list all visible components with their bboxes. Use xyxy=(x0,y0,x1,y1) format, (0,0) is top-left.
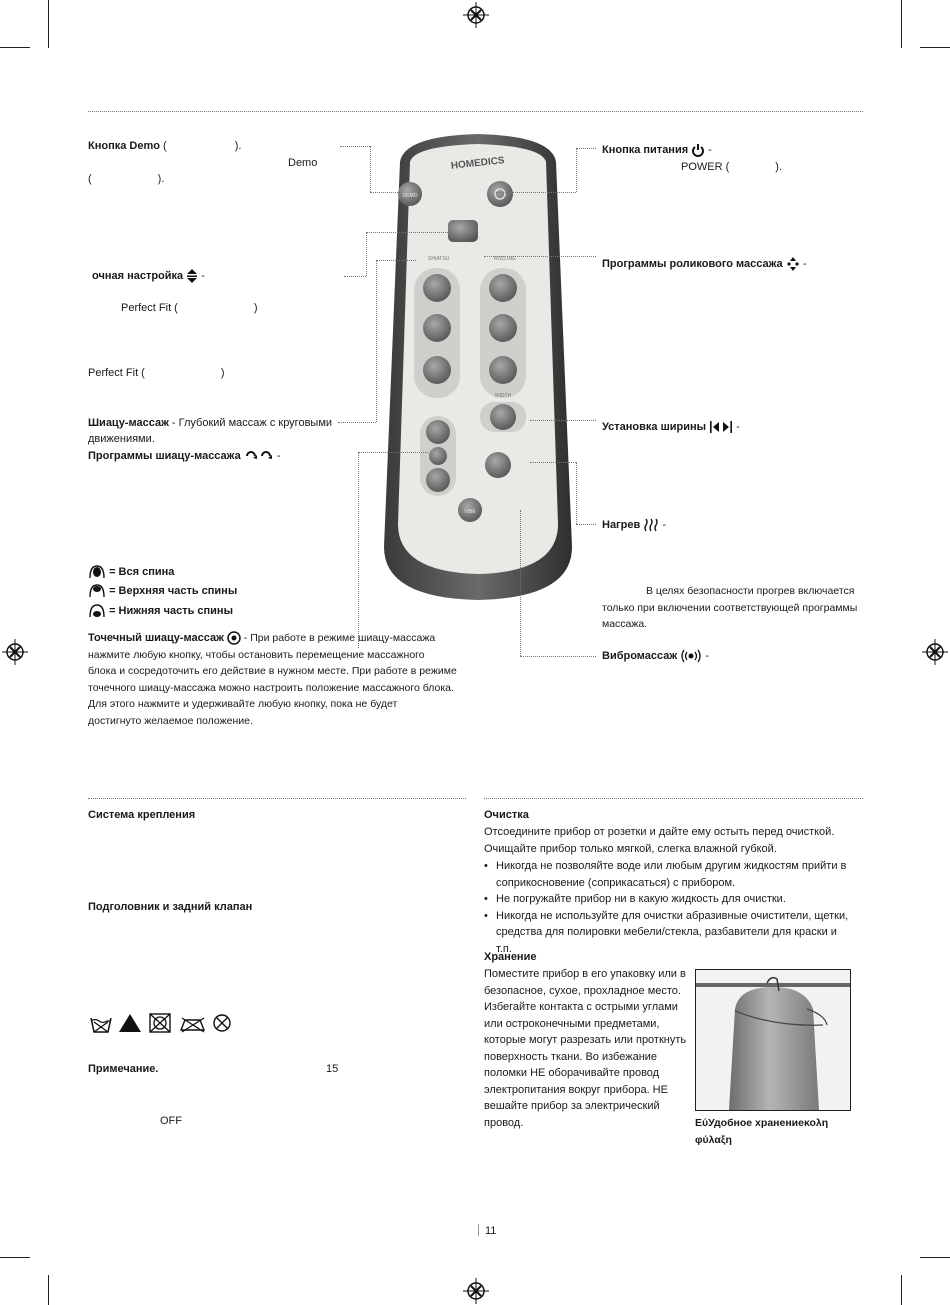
spot-title: Точечный шиацу-массаж xyxy=(88,632,224,644)
width-title: Установка ширины xyxy=(602,421,707,433)
remote-heat-button xyxy=(485,452,511,478)
fine-tune-section: очная настройка - xyxy=(92,268,205,285)
remote-shiatsu-full-button xyxy=(423,274,451,302)
shiatsu-programs-title: Программы шиацу-массажа xyxy=(88,450,241,462)
bottom-right-divider xyxy=(484,798,863,799)
heat-note: В целях безопасности прогрев включается только при включении соответствующей программы массажа. xyxy=(602,585,858,630)
spot-shiatsu-section: Точечный шиацу-массаж - При работе в режиме шиацу-массажа нажмите любую кнопку, чтобы остановить перемещение массажного блока и сосредоточить его действие в нужном месте. При работе в режиме точечного шиацу-массажа можно настроить положение массажного блока. Для этого нажмите и удерживайте любую кнопку, пока не будет достигнуто желаемое положение. xyxy=(88,632,457,727)
crop-mark xyxy=(901,1275,902,1305)
svg-text:SHIATSU: SHIATSU xyxy=(428,256,450,262)
footer-rule xyxy=(478,1224,479,1236)
vibro-section: Вибромассаж - xyxy=(602,650,709,662)
crop-mark xyxy=(0,1257,30,1258)
registration-mark-icon xyxy=(922,639,948,665)
crop-mark xyxy=(48,0,49,48)
width-arrows-icon xyxy=(709,420,733,434)
leader-line xyxy=(370,192,400,193)
cleaning-bullet: • Никогда не используйте для очистки абразивные очистители, щетки, средства для полировки мебели/стекла, разбавители для краски и т.п. xyxy=(484,908,852,958)
fine-tune-text: Perfect Fit ( ) xyxy=(121,302,258,314)
storage-caption: ΕύУдобное хранениеκολη φύλαξη xyxy=(695,1117,829,1146)
demo-title: Кнопка Demo xyxy=(88,140,160,152)
cleaning-text: Отсоедините прибор от розетки и дайте ему остыть перед очисткой. Очищайте прибор только мягкой, слегка влажной губкой. • Никогда не позволяйте воде или любым другим жидкостям прийти в соприкосновение (соприкасаться) с прибором. • Не погружайте прибор ни в какую жидкость для очистки. • Никогда не используйте для очистки абразивные очистители, щетки, средства для полировки мебели/стекла, разбавители для краски и т.п. xyxy=(484,824,864,957)
crop-mark xyxy=(48,1275,49,1305)
svg-text:VIBE: VIBE xyxy=(464,509,476,515)
leader-line xyxy=(338,422,376,423)
remote-rolling-upper-button xyxy=(489,314,517,342)
svg-text:ROLLING: ROLLING xyxy=(494,256,516,262)
rolling-section: Программы роликового массажа - xyxy=(602,256,806,273)
upper-back-icon xyxy=(88,583,106,599)
rolling-arrows-icon xyxy=(786,256,800,272)
wash-icon xyxy=(91,1018,111,1032)
shiatsu-desc: движениями. xyxy=(88,433,155,445)
heat-title: Нагрев xyxy=(602,519,641,531)
top-divider xyxy=(88,111,863,112)
vibro-title: Вибромассаж xyxy=(602,650,678,662)
heat-section: Нагрев - xyxy=(602,519,667,531)
crop-mark xyxy=(920,47,950,48)
leader-line xyxy=(576,462,577,524)
bottom-left-divider xyxy=(88,798,466,799)
svg-text:WIDTH: WIDTH xyxy=(494,393,512,399)
leader-line xyxy=(576,148,596,149)
remote-brand: HOMEDICS xyxy=(450,155,506,172)
remote-fine-tune-button xyxy=(448,220,478,242)
shiatsu-section: Шиацу-массаж - Глубокий массаж с круговыми xyxy=(88,417,333,429)
tumble-dry-icon xyxy=(150,1014,170,1032)
zone-item: = Нижняя часть спины xyxy=(88,603,233,620)
cleaning-bullet: • Никогда не позволяйте воде или любым другим жидкостям прийти в соприкосновение (соприкасаться) с прибором. xyxy=(484,858,852,891)
demo-section: Кнопка Demo ( ). xyxy=(88,140,242,152)
spot-target-icon xyxy=(227,631,241,645)
remote-width-button xyxy=(490,404,516,430)
power-text: POWER ( ). xyxy=(681,161,783,173)
bleach-icon xyxy=(119,1014,141,1032)
leader-line xyxy=(366,232,367,276)
leader-line xyxy=(344,276,366,277)
care-symbols-icon xyxy=(88,1012,236,1036)
heat-waves-icon xyxy=(643,518,659,532)
registration-mark-icon xyxy=(463,1278,489,1304)
leader-line xyxy=(376,260,416,261)
page-number: 11 xyxy=(485,1225,497,1237)
full-back-icon xyxy=(88,564,106,580)
remote-power-button xyxy=(487,181,513,207)
shiatsu-rotation-icon xyxy=(244,449,274,463)
leader-line xyxy=(520,510,521,656)
headrest-title: Подголовник и задний клапан xyxy=(88,901,253,913)
remote-rolling-lower-button xyxy=(489,356,517,384)
remote-shiatsu-upper-button xyxy=(423,314,451,342)
off-label: OFF xyxy=(160,1115,182,1127)
leader-line xyxy=(370,146,371,192)
lower-back-icon xyxy=(88,603,106,619)
demo-text-2: ( ). xyxy=(88,173,165,185)
remote-spot-button xyxy=(429,447,447,465)
power-section: Кнопка питания - xyxy=(602,144,712,156)
zone-item: = Верхняя часть спины xyxy=(88,583,237,600)
leader-line xyxy=(520,656,596,657)
remote-down-button xyxy=(426,468,450,492)
iron-icon xyxy=(181,1018,204,1032)
remote-rolling-full-button xyxy=(489,274,517,302)
demo-text: Demo xyxy=(288,157,318,169)
svg-text:DEMO: DEMO xyxy=(402,193,418,199)
dry-clean-icon xyxy=(214,1015,230,1031)
note-title: Примечание. xyxy=(88,1063,159,1075)
leader-line xyxy=(530,462,576,463)
leader-line xyxy=(358,452,359,648)
registration-mark-icon xyxy=(463,2,489,28)
leader-line xyxy=(530,420,596,421)
leader-line xyxy=(376,260,377,422)
fine-tune-text-2: Perfect Fit ( ) xyxy=(88,367,225,379)
leader-line xyxy=(484,256,596,257)
storage-title: Хранение xyxy=(484,951,537,963)
vibration-icon xyxy=(680,649,702,663)
cleaning-title: Очистка xyxy=(484,809,529,821)
zone-item: = Вся спина xyxy=(88,564,174,581)
up-down-arrows-icon xyxy=(186,268,198,284)
remote-control-image xyxy=(382,132,574,602)
attachment-title: Система крепления xyxy=(88,809,196,821)
cleaning-bullet: • Не погружайте прибор ни в какую жидкость для очистки. xyxy=(484,891,852,908)
leader-line xyxy=(576,148,577,192)
leader-line xyxy=(340,146,370,147)
leader-line xyxy=(576,524,596,525)
storage-text: Поместите прибор в его упаковку или в безопасное, сухое, прохладное место. Избегайте контакта с острыми углами или остроконечными предметами, которые могут разрезать или проткнуть поверхность ткани. Во избежание поломки НЕ оборачивайте провод электропитания вокруг прибора. НЕ вешайте прибор за электрический провод. xyxy=(484,968,687,1129)
power-icon xyxy=(691,143,705,157)
remote-shiatsu-lower-button xyxy=(423,356,451,384)
note-number: 15 xyxy=(326,1063,339,1075)
fine-tune-title: очная настройка xyxy=(92,270,184,282)
storage-photo xyxy=(695,969,851,1111)
crop-mark xyxy=(901,0,902,48)
crop-mark xyxy=(0,47,30,48)
power-title: Кнопка питания xyxy=(602,144,689,156)
leader-line xyxy=(366,232,454,233)
crop-mark xyxy=(920,1257,950,1258)
leader-line xyxy=(358,452,428,453)
rolling-title: Программы роликового массажа xyxy=(602,258,783,270)
leader-line xyxy=(496,192,576,193)
registration-mark-icon xyxy=(2,639,28,665)
width-section: Установка ширины - xyxy=(602,421,740,433)
remote-up-button xyxy=(426,420,450,444)
shiatsu-title: Шиацу-массаж xyxy=(88,417,169,429)
shiatsu-programs: Программы шиацу-массажа - xyxy=(88,450,281,462)
